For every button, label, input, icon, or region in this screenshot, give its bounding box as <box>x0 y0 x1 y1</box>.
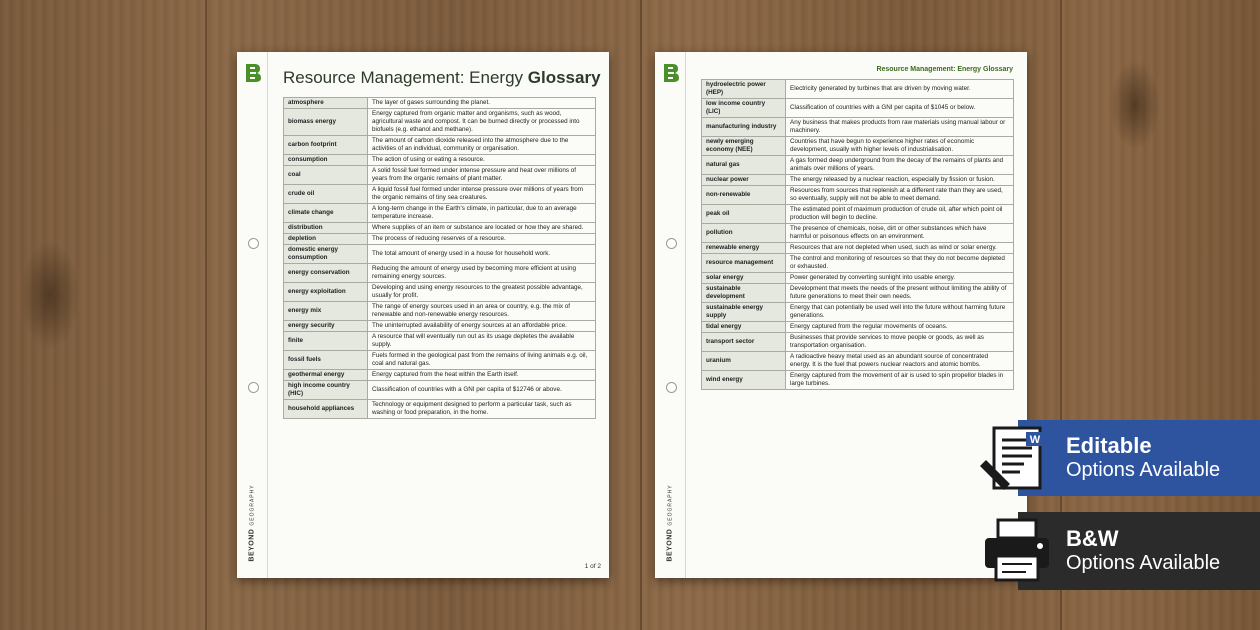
brand-name: BEYOND <box>666 528 674 562</box>
glossary-term: atmosphere <box>284 98 368 109</box>
glossary-term: domestic energy consumption <box>284 245 368 264</box>
glossary-term: fossil fuels <box>284 351 368 370</box>
glossary-definition: Energy captured from the heat within the Earth itself. <box>368 370 596 381</box>
glossary-row <box>284 351 596 370</box>
glossary-definition: A resource that will eventually run out as its usage depletes the available supply. <box>368 332 596 351</box>
glossary-row <box>284 400 596 419</box>
glossary-term: newly emerging economy (NEE) <box>702 137 786 156</box>
glossary-definition: Resources that are not depleted when used, such as wind or solar energy. <box>786 243 1014 254</box>
glossary-term: low income country (LIC) <box>702 99 786 118</box>
glossary-term: household appliances <box>284 400 368 419</box>
editable-subtitle: Options Available <box>1066 459 1221 481</box>
word-letter: W <box>1029 434 1041 446</box>
glossary-term: high income country (HIC) <box>284 381 368 400</box>
glossary-definition: Energy captured from the movement of air is used to spin propellor blades in large turbines. <box>786 371 1014 390</box>
punch-hole <box>666 238 677 249</box>
glossary-term: uranium <box>702 352 786 371</box>
glossary-definition: Resources from sources that replenish at a different rate than they are used, so eventually, supply will not be able to meet demand. <box>786 186 1014 205</box>
glossary-term: depletion <box>284 234 368 245</box>
glossary-definition: Technology or equipment designed to perform a particular task, such as washing or food preparation, in the home. <box>368 400 596 419</box>
glossary-sheet-page-2 <box>655 52 1027 578</box>
glossary-row <box>702 186 1014 205</box>
printer-icon <box>982 518 1052 584</box>
glossary-definition: The layer of gases surrounding the planet. <box>368 98 596 109</box>
glossary-sheet-page-1 <box>237 52 609 578</box>
glossary-definition: Energy captured from the regular movements of oceans. <box>786 322 1014 333</box>
glossary-definition: Power generated by converting sunlight into usable energy. <box>786 273 1014 284</box>
glossary-term: non-renewable <box>702 186 786 205</box>
glossary-row <box>702 322 1014 333</box>
page-title <box>283 68 601 88</box>
glossary-row <box>284 332 596 351</box>
glossary-definition: Electricity generated by turbines that are driven by moving water. <box>786 80 1014 99</box>
glossary-row <box>702 273 1014 284</box>
glossary-table <box>283 97 596 419</box>
glossary-row <box>702 284 1014 303</box>
glossary-row <box>702 137 1014 156</box>
glossary-row <box>284 204 596 223</box>
page-number: 1 of 2 <box>584 563 601 570</box>
glossary-row <box>284 109 596 136</box>
glossary-definition: A solid fossil fuel formed under intense pressure and heat over millions of years from the organic remains of plant matter. <box>368 166 596 185</box>
glossary-definition: Where supplies of an item or substance are located or how they are shared. <box>368 223 596 234</box>
glossary-definition: The amount of carbon dioxide released into the atmosphere due to the activities of an individual, community or organisation. <box>368 136 596 155</box>
glossary-row <box>284 234 596 245</box>
editable-title: Editable <box>1066 433 1152 458</box>
glossary-term: coal <box>284 166 368 185</box>
beyond-logo-icon <box>244 63 262 83</box>
wood-plank-seam <box>640 0 642 630</box>
glossary-term: tidal energy <box>702 322 786 333</box>
glossary-term: crude oil <box>284 185 368 204</box>
glossary-row <box>284 381 596 400</box>
glossary-row <box>284 155 596 166</box>
glossary-row <box>284 302 596 321</box>
glossary-term: resource management <box>702 254 786 273</box>
title-bold: Glossary <box>527 68 601 87</box>
punch-hole <box>248 238 259 249</box>
glossary-row <box>702 303 1014 322</box>
glossary-definition: A liquid fossil fuel formed under intense pressure over millions of years from the organic remains of tiny sea creatures. <box>368 185 596 204</box>
glossary-term: energy conservation <box>284 264 368 283</box>
glossary-definition: The action of using or eating a resource. <box>368 155 596 166</box>
glossary-row <box>284 321 596 332</box>
bw-title: B&W <box>1066 526 1119 551</box>
glossary-definition: Countries that have begun to experience higher rates of economic development, usually with higher levels of industrialisation. <box>786 137 1014 156</box>
glossary-definition: The uninterrupted availability of energy sources at an affordable price. <box>368 321 596 332</box>
glossary-definition: The process of reducing reserves of a resource. <box>368 234 596 245</box>
glossary-term: natural gas <box>702 156 786 175</box>
glossary-row <box>702 352 1014 371</box>
glossary-definition: Fuels formed in the geological past from the remains of living animals e.g. oil, coal and natural gas. <box>368 351 596 370</box>
glossary-row <box>702 371 1014 390</box>
glossary-row <box>702 80 1014 99</box>
glossary-term: solar energy <box>702 273 786 284</box>
glossary-row <box>702 254 1014 273</box>
glossary-term: climate change <box>284 204 368 223</box>
glossary-row <box>284 283 596 302</box>
glossary-row <box>284 245 596 264</box>
glossary-definition: The energy released by a nuclear reaction, especially by fission or fusion. <box>786 175 1014 186</box>
glossary-row <box>702 118 1014 137</box>
glossary-definition: Businesses that provide services to move people or goods, as well as transportation organisation. <box>786 333 1014 352</box>
glossary-term: energy security <box>284 321 368 332</box>
glossary-term: hydroelectric power (HEP) <box>702 80 786 99</box>
glossary-row <box>284 370 596 381</box>
glossary-definition: Developing and using energy resources to the greatest possible advantage, usually for profit. <box>368 283 596 302</box>
brand-sub: GEOGRAPHY <box>667 484 674 526</box>
glossary-definition: Classification of countries with a GNI per capita of $12746 or above. <box>368 381 596 400</box>
brand-vertical <box>659 478 681 568</box>
glossary-term: wind energy <box>702 371 786 390</box>
glossary-term: carbon footprint <box>284 136 368 155</box>
running-header: Resource Management: Energy Glossary <box>876 66 1013 73</box>
glossary-definition: Energy captured from organic matter and organisms, such as wood, agricultural waste and compost. It can be burned directly or processed into biofuels (e.g. ethanol and methane). <box>368 109 596 136</box>
glossary-term: energy mix <box>284 302 368 321</box>
bw-options-badge[interactable] <box>1018 512 1260 590</box>
bw-subtitle: Options Available <box>1066 552 1221 574</box>
glossary-term: nuclear power <box>702 175 786 186</box>
glossary-term: geothermal energy <box>284 370 368 381</box>
glossary-definition: Any business that makes products from raw materials using manual labour or machinery. <box>786 118 1014 137</box>
glossary-definition: A long-term change in the Earth's climate, in particular, due to an average temperature increase. <box>368 204 596 223</box>
glossary-term: transport sector <box>702 333 786 352</box>
wood-knot <box>1110 60 1160 150</box>
glossary-definition: The range of energy sources used in an area or country, e.g. the mix of renewable and non-renewable energy resources. <box>368 302 596 321</box>
glossary-row <box>702 205 1014 224</box>
glossary-definition: Classification of countries with a GNI per capita of $1045 or below. <box>786 99 1014 118</box>
glossary-row <box>702 224 1014 243</box>
glossary-row <box>702 333 1014 352</box>
glossary-definition: A gas formed deep underground from the decay of the remains of plants and animals over millions of years. <box>786 156 1014 175</box>
editable-options-badge[interactable] <box>1018 420 1260 496</box>
wood-knot <box>20 240 80 350</box>
glossary-definition: The control and monitoring of resources so that they do not become depleted or exhausted. <box>786 254 1014 273</box>
glossary-row <box>702 99 1014 118</box>
punch-hole <box>666 382 677 393</box>
glossary-row <box>284 264 596 283</box>
glossary-definition: Energy that can potentially be used well into the future without harming future generations. <box>786 303 1014 322</box>
glossary-term: sustainable energy supply <box>702 303 786 322</box>
glossary-term: renewable energy <box>702 243 786 254</box>
glossary-definition: Reducing the amount of energy used by becoming more efficient at using remaining energy sources. <box>368 264 596 283</box>
glossary-term: pollution <box>702 224 786 243</box>
brand-vertical <box>241 478 263 568</box>
glossary-row <box>284 223 596 234</box>
glossary-table <box>701 79 1014 390</box>
editable-document-icon <box>980 424 1052 496</box>
glossary-term: biomass energy <box>284 109 368 136</box>
glossary-definition: The estimated point of maximum production of crude oil, after which point oil production will begin to decline. <box>786 205 1014 224</box>
glossary-row <box>284 136 596 155</box>
title-regular: Resource Management: Energy <box>283 68 524 87</box>
glossary-term: sustainable development <box>702 284 786 303</box>
glossary-term: consumption <box>284 155 368 166</box>
punch-hole <box>248 382 259 393</box>
glossary-definition: The presence of chemicals, noise, dirt or other substances which have harmful or poisonous effects on an environment. <box>786 224 1014 243</box>
glossary-term: energy exploitation <box>284 283 368 302</box>
glossary-term: distribution <box>284 223 368 234</box>
glossary-row <box>284 185 596 204</box>
glossary-term: finite <box>284 332 368 351</box>
brand-name: BEYOND <box>248 528 256 562</box>
brand-sub: GEOGRAPHY <box>249 484 256 526</box>
wood-plank-seam <box>205 0 207 630</box>
glossary-term: manufacturing industry <box>702 118 786 137</box>
glossary-row <box>702 243 1014 254</box>
glossary-row <box>702 156 1014 175</box>
glossary-definition: A radioactive heavy metal used as an abundant source of concentrated energy. It is the fuel that powers nuclear reactors and atomic bombs. <box>786 352 1014 371</box>
glossary-definition: Development that meets the needs of the present without limiting the ability of future generations to meet their own needs. <box>786 284 1014 303</box>
glossary-row <box>284 166 596 185</box>
glossary-term: peak oil <box>702 205 786 224</box>
glossary-row <box>284 98 596 109</box>
glossary-definition: The total amount of energy used in a house for household work. <box>368 245 596 264</box>
glossary-row <box>702 175 1014 186</box>
beyond-logo-icon <box>662 63 680 83</box>
